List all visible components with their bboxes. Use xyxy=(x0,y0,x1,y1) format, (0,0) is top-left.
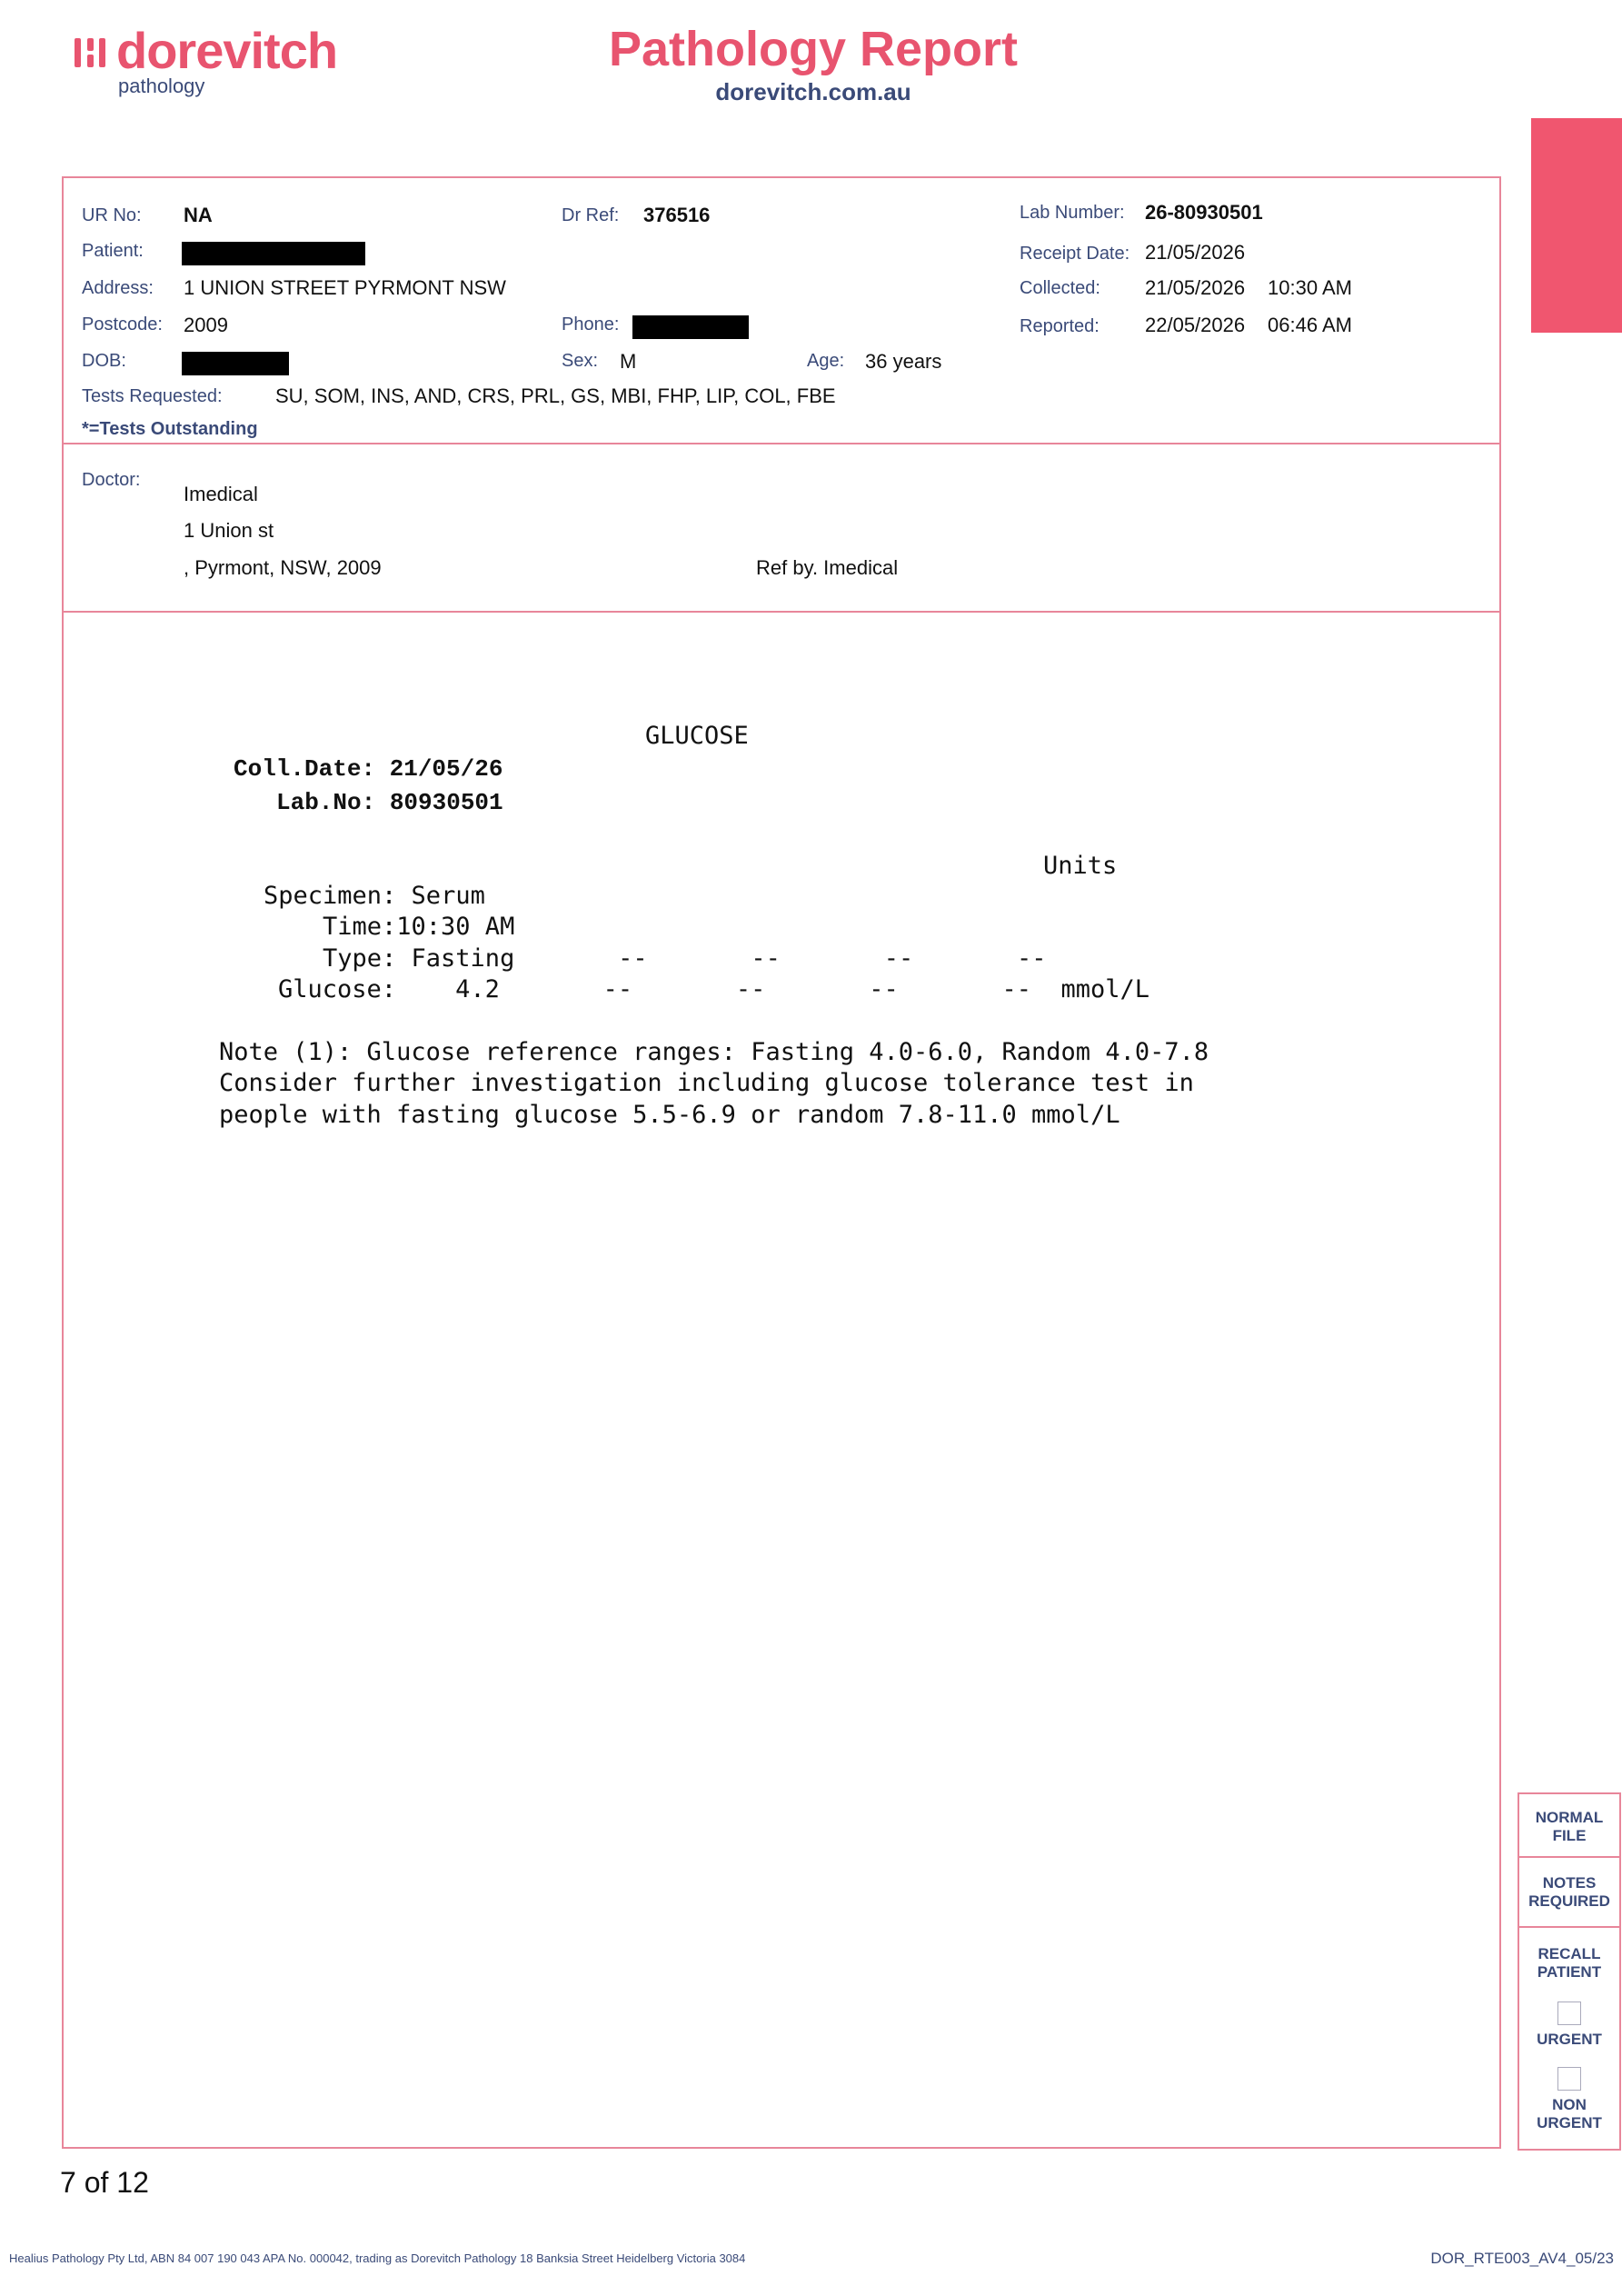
patient-name-redacted xyxy=(182,242,365,265)
ur-no-value: NA xyxy=(184,204,213,226)
dob-redacted xyxy=(182,352,289,375)
ur-no-label: UR No: xyxy=(82,205,142,225)
page-number: 7 of 12 xyxy=(60,2166,149,2199)
status-panel xyxy=(1518,1792,1621,2151)
status-recall-patient: RECALL PATIENT xyxy=(1537,1945,1602,1981)
urgent-checkbox[interactable] xyxy=(1557,2002,1581,2025)
address-label: Address: xyxy=(82,278,154,298)
dr-ref-label: Dr Ref: xyxy=(562,205,620,225)
report-title: Pathology Report xyxy=(608,22,1018,76)
dob-label: DOB: xyxy=(82,351,126,371)
reported-time: 06:46 AM xyxy=(1268,314,1352,336)
ref-by: Ref by. Imedical xyxy=(756,556,899,579)
doctor-address-line2: , Pyrmont, NSW, 2009 xyxy=(184,556,382,579)
time-row: Time:10:30 AM xyxy=(323,913,515,941)
patient-label: Patient: xyxy=(82,241,144,261)
lab-number-label: Lab Number: xyxy=(1020,203,1125,223)
report-frame xyxy=(62,176,1501,2149)
dr-ref-value: 376516 xyxy=(643,204,711,226)
lab-number-value: 26-80930501 xyxy=(1145,201,1263,224)
footer-form-code: DOR_RTE003_AV4_05/23 xyxy=(1430,2250,1614,2267)
divider-doctor-results xyxy=(62,611,1501,613)
sex-label: Sex: xyxy=(562,351,599,371)
status-non-urgent: NON URGENT xyxy=(1537,2096,1602,2131)
type-row: Type: Fasting -- -- -- -- xyxy=(323,944,1047,973)
footer-company: Healius Pathology Pty Ltd, ABN 84 007 190 043 APA No. 000042, trading as Dorevitch Pathology 18 Banksia Street Heidelberg Victoria 3084 xyxy=(9,2251,746,2265)
postcode-value: 2009 xyxy=(184,314,228,336)
dorevitch-logo xyxy=(75,24,347,102)
status-divider xyxy=(1519,1926,1619,1928)
note-line-1: Note (1): Glucose reference ranges: Fasting 4.0-6.0, Random 4.0-7.8 xyxy=(219,1038,1209,1066)
note-line-3: people with fasting glucose 5.5-6.9 or random 7.8-11.0 mmol/L xyxy=(219,1101,1120,1129)
coll-date: Coll.Date: 21/05/26 xyxy=(234,755,503,783)
tests-requested-label: Tests Requested: xyxy=(82,386,223,406)
age-label: Age: xyxy=(807,351,845,371)
specimen-row: Specimen: Serum xyxy=(264,882,485,910)
status-urgent: URGENT xyxy=(1537,2031,1602,2048)
status-notes-required: NOTES REQUIRED xyxy=(1528,1874,1610,1910)
status-divider xyxy=(1519,1856,1619,1858)
units-header: Units xyxy=(1043,852,1118,880)
address-value: 1 UNION STREET PYRMONT NSW xyxy=(184,276,506,299)
postcode-label: Postcode: xyxy=(82,314,163,334)
doctor-address-line1: 1 Union st xyxy=(184,519,274,542)
note-line-2: Consider further investigation including glucose tolerance test in xyxy=(219,1069,1194,1097)
collected-label: Collected: xyxy=(1020,278,1100,298)
reported-date: 22/05/2026 xyxy=(1145,314,1246,336)
reported-label: Reported: xyxy=(1020,316,1100,336)
sex-value: M xyxy=(620,350,637,373)
receipt-date-label: Receipt Date: xyxy=(1020,244,1130,264)
side-color-tab xyxy=(1531,118,1622,333)
doctor-label: Doctor: xyxy=(82,470,141,490)
report-url: dorevitch.com.au xyxy=(715,78,911,105)
collected-time: 10:30 AM xyxy=(1268,276,1352,299)
phone-label: Phone: xyxy=(562,314,620,334)
logo-subtitle: pathology xyxy=(118,75,205,97)
collected-date: 21/05/2026 xyxy=(1145,276,1246,299)
tests-outstanding-note: *=Tests Outstanding xyxy=(82,419,258,439)
lab-no: Lab.No: 80930501 xyxy=(276,789,503,816)
age-value: 36 years xyxy=(865,350,942,373)
result-heading: GLUCOSE xyxy=(645,722,749,750)
logo-mark-icon xyxy=(75,38,107,67)
divider-patient-doctor xyxy=(62,443,1501,444)
doctor-name: Imedical xyxy=(184,483,258,505)
receipt-date-value: 21/05/2026 xyxy=(1145,241,1246,264)
phone-redacted xyxy=(632,315,749,339)
tests-requested-value: SU, SOM, INS, AND, CRS, PRL, GS, MBI, FHP, LIP, COL, FBE xyxy=(275,384,836,407)
logo-wordmark: dorevitch xyxy=(116,22,338,79)
non-urgent-checkbox[interactable] xyxy=(1557,2067,1581,2091)
glucose-row: Glucose: 4.2 -- -- -- -- mmol/L xyxy=(278,975,1150,1003)
status-normal-file: NORMAL FILE xyxy=(1535,1809,1604,1844)
